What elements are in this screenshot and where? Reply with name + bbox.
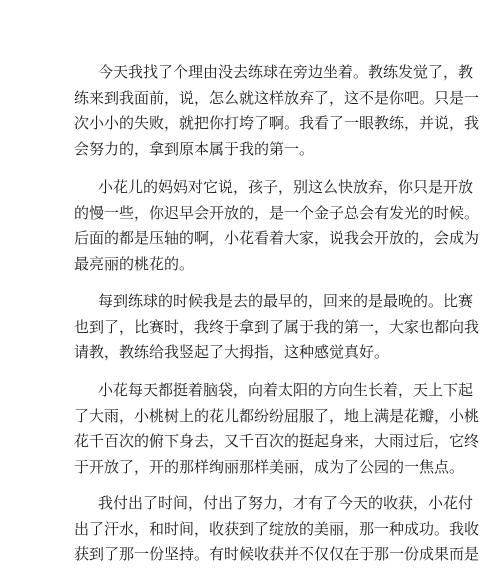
text-line: 练来到我面前，说，怎么就这样放弃了，这不是你吧。只是一 <box>74 88 480 107</box>
text-line: 后面的都是压轴的啊，小花看着大家，说我会开放的，会成为 <box>74 229 480 247</box>
paragraph-5 <box>74 491 480 568</box>
paragraph-4 <box>74 378 480 480</box>
paragraph-1 <box>74 60 480 162</box>
text-line: 次小小的失败，就把你打垮了啊。我看了一眼教练，并说，我 <box>74 114 480 132</box>
text-line: 今天我找了个理由没去练球在旁边坐着。教练发觉了，教 <box>98 63 474 81</box>
paragraph-2 <box>74 175 480 277</box>
text-line: 了大雨，小桃树上的花儿都纷纷屈服了，地上满是花瓣，小桃 <box>74 406 480 425</box>
text-line: 最亮丽的桃花的。 <box>74 254 195 273</box>
text-line: 请教，教练给我竖起了大拇指，这种感觉真好。 <box>74 343 390 361</box>
text-line: 会努力的，拿到原本属于我的第一。 <box>74 139 315 158</box>
text-line: 于开放了，开的那样绚丽那样美丽，成为了公园的一焦点。 <box>74 457 465 476</box>
text-line: 出了汗水，和时间，收获到了绽放的美丽，那一种成功。我收 <box>74 519 480 538</box>
text-line: 每到练球的时候我是去的最早的，回来的是最晚的。比赛 <box>98 292 474 310</box>
text-line: 也到了，比赛时，我终于拿到了属于我的第一，大家也都向我 <box>74 317 480 336</box>
paragraph-3 <box>74 289 480 366</box>
text-line: 获到了那一份坚持。有时候收获并不仅仅在于那一份成果而是 <box>74 545 480 563</box>
text-line: 的慢一些，你迟早会开放的，是一个金子总会有发光的时候。 <box>74 203 480 222</box>
text-line: 小花每天都挺着脑袋，向着太阳的方向生长着，天上下起 <box>98 381 474 399</box>
text-line: 花千百次的俯下身去，又千百次的挺起身来，大雨过后，它终 <box>74 432 480 450</box>
text-line: 小花儿的妈妈对它说，孩子，别这么快放弃，你只是开放 <box>98 178 474 196</box>
text-line: 我付出了时间，付出了努力，才有了今天的收获，小花付 <box>98 494 474 512</box>
